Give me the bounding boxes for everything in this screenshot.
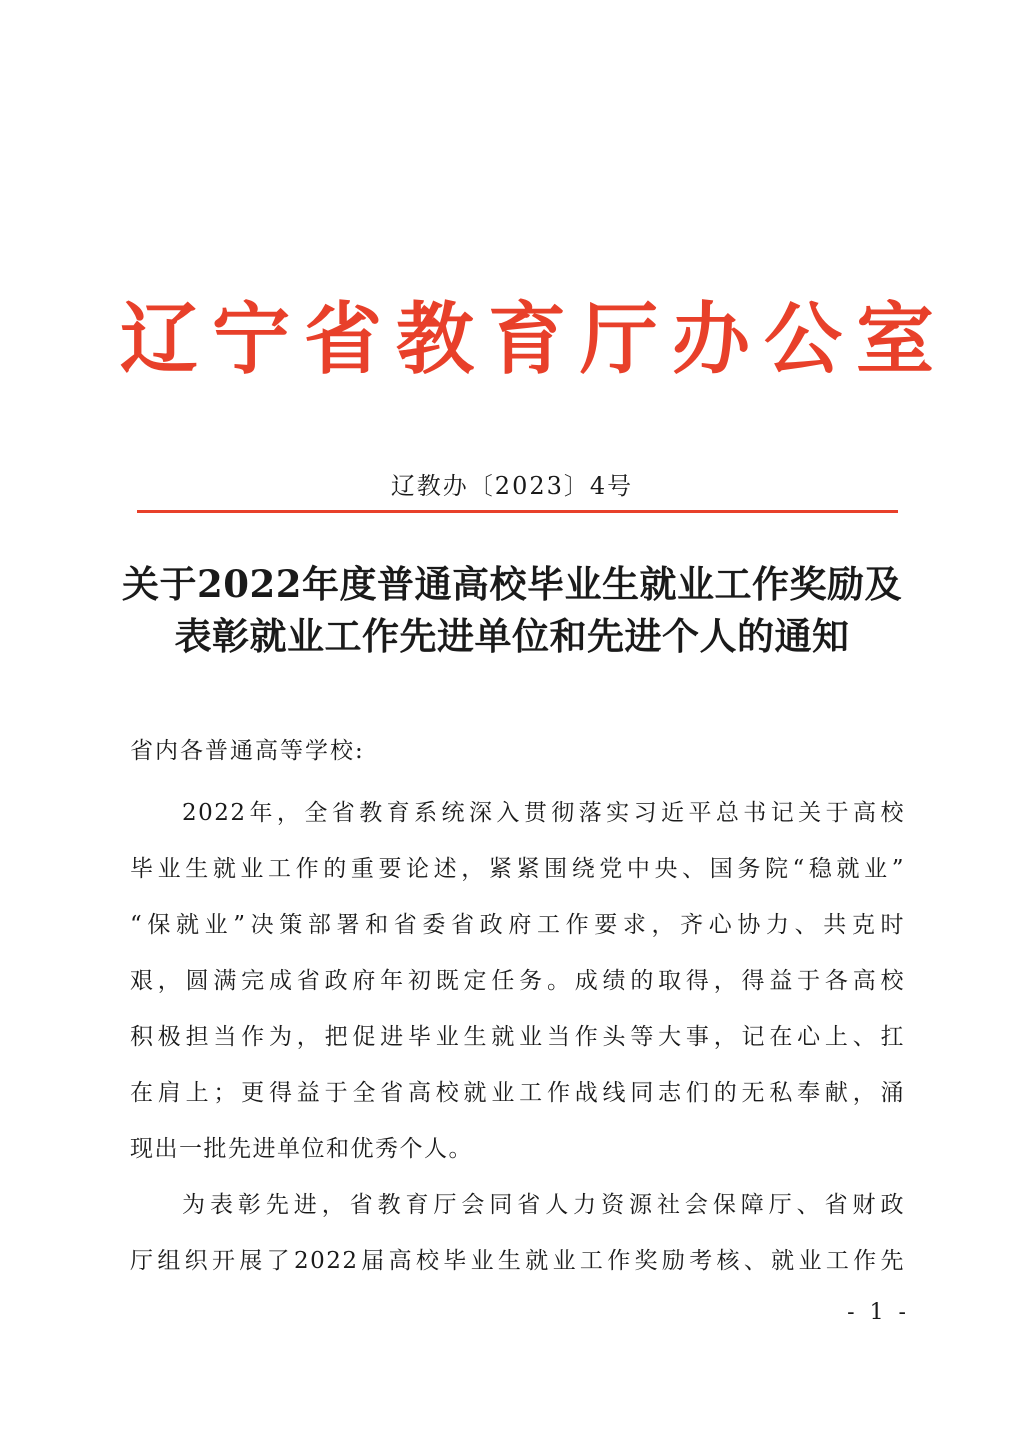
paragraph-line: 为表彰先进，省教育厅会同省人力资源社会保障厅、省财政 (182, 1192, 905, 1218)
paragraph-line: 现出一批先进单位和优秀个人。 (130, 1136, 473, 1162)
red-separator-line (137, 510, 898, 513)
issuer-heading: 辽宁省教育厅办公室 (120, 294, 949, 385)
document-number: 辽教办〔2023〕4号 (390, 472, 634, 500)
body-text (130, 785, 905, 1289)
title-line-2: 表彰就业工作先进单位和先进个人的通知 (174, 614, 850, 658)
paragraph-1 (130, 785, 905, 1177)
title-line-1: 关于2022年度普通高校毕业生就业工作奖励及 (122, 562, 902, 606)
page-number: - 1 - (847, 1300, 910, 1325)
paragraph-line: 艰，圆满完成省政府年初既定任务。成绩的取得，得益于各高校 (130, 968, 905, 994)
paragraph-line: 毕业生就业工作的重要论述，紧紧围绕党中央、国务院“稳就业” (130, 856, 905, 882)
notice-title (110, 558, 914, 662)
salutation: 省内各普通高等学校: (130, 738, 365, 764)
paragraph-line: 2022年，全省教育系统深入贯彻落实习近平总书记关于高校 (182, 800, 905, 826)
paragraph-line: 厅组织开展了2022届高校毕业生就业工作奖励考核、就业工作先 (130, 1248, 905, 1274)
paragraph-line: 积极担当作为，把促进毕业生就业当作头等大事，记在心上、扛 (130, 1024, 905, 1050)
paragraph-line: “保就业”决策部署和省委省政府工作要求，齐心协力、共克时 (130, 912, 905, 938)
paragraph-2 (130, 1177, 905, 1289)
paragraph-line: 在肩上；更得益于全省高校就业工作战线同志们的无私奉献，涌 (130, 1080, 905, 1106)
